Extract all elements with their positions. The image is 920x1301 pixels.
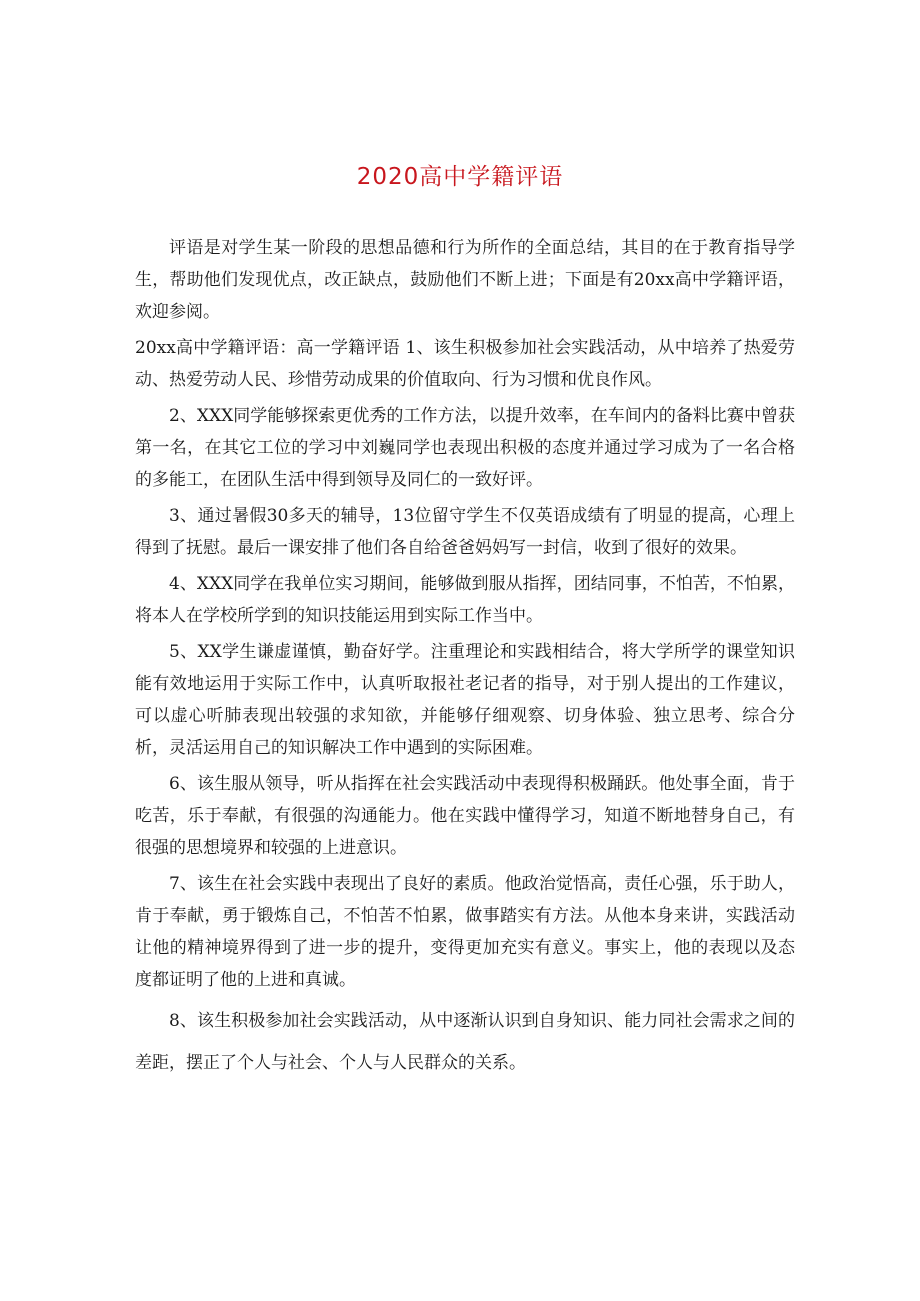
- paragraph-intro: 评语是对学生某一阶段的思想品德和行为所作的全面总结，其目的在于教育指导学生，帮助他们发现优点，改正缺点，鼓励他们不断上进；下面是有20xx高中学籍评语，欢迎参阅。: [135, 238, 795, 322]
- paragraph-3: 3、通过暑假30多天的辅导，13位留守学生不仅英语成绩有了明显的提高，心理上得到了抚慰。最后一课安排了他们各自给爸爸妈妈写一封信，收到了很好的效果。: [135, 506, 795, 558]
- paragraph-7: 7、该生在社会实践中表现出了良好的素质。他政治觉悟高，责任心强，乐于助人，肯于奉献，勇于锻炼自己，不怕苦不怕累，做事踏实有方法。从他本身来讲，实践活动让他的精神境界得到了进一步的提升，变得更加充实有意义。事实上，他的表现以及态度都证明了他的上进和真诚。: [135, 874, 795, 990]
- paragraph-5: 5、XX学生谦虚谨慎，勤奋好学。注重理论和实践相结合，将大学所学的课堂知识能有效地运用于实际工作中，认真听取报社老记者的指导，对于别人提出的工作建议，可以虚心听肺表现出较强的求知欲，并能够仔细观察、切身体验、独立思考、综合分析，灵活运用自己的知识解决工作中遇到的实际困难。: [135, 642, 795, 758]
- paragraph-4: 4、XXX同学在我单位实习期间，能够做到服从指挥，团结同事，不怕苦，不怕累，将本人在学校所学到的知识技能运用到实际工作当中。: [135, 574, 795, 626]
- document-title: 2020高中学籍评语: [356, 164, 564, 190]
- paragraph-8: 8、该生积极参加社会实践活动，从中逐渐认识到自身知识、能力同社会需求之间的差距，摆正了个人与社会、个人与人民群众的关系。: [135, 1011, 795, 1073]
- paragraph-2: 2、XXX同学能够探索更优秀的工作方法，以提升效率，在车间内的备料比赛中曾获第一名，在其它工位的学习中刘巍同学也表现出积极的态度并通过学习成为了一名合格的多能工，在团队生活中得到领导及同仁的一致好评。: [135, 406, 795, 490]
- document-body: [135, 232, 795, 1088]
- paragraph-6: 6、该生服从领导，听从指挥在社会实践活动中表现得积极踊跃。他处事全面，肯于吃苦，乐于奉献，有很强的沟通能力。他在实践中懂得学习，知道不断地替身自己，有很强的思想境界和较强的上进意识。: [135, 774, 795, 858]
- paragraph-1: 20xx高中学籍评语：高一学籍评语 1、该生积极参加社会实践活动，从中培养了热爱劳动、热爱劳动人民、珍惜劳动成果的价值取向、行为习惯和优良作风。: [135, 338, 795, 390]
